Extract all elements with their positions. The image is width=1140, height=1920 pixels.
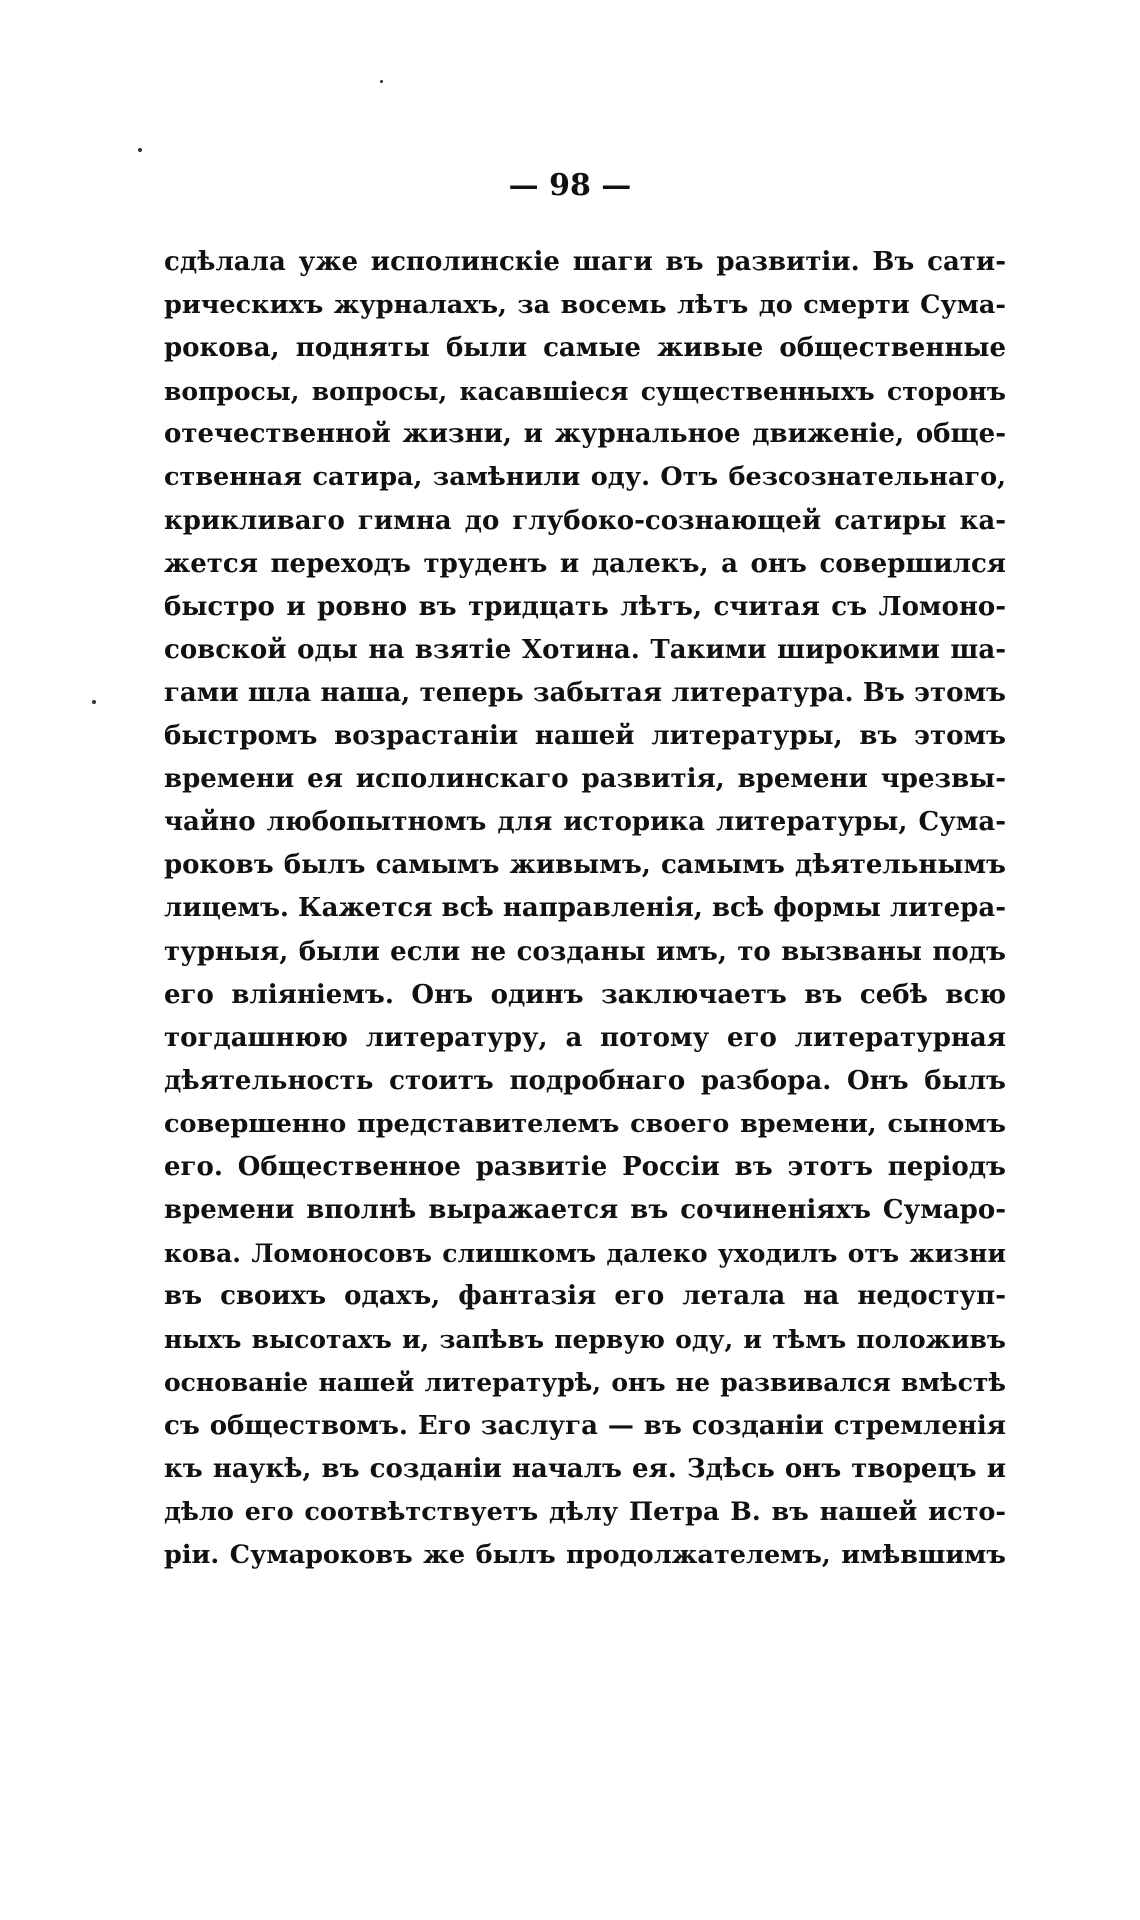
text-line: времени вполнѣ выражается въ сочиненіяхъ Сумаро-: [164, 1195, 1006, 1226]
text-line: ріи. Сумароковъ же былъ продолжателемъ, имѣвшимъ: [164, 1539, 1006, 1570]
text-line: сдѣлала уже исполинскіе шаги въ развитіи. Въ сати-: [164, 247, 1006, 277]
text-line: ственная сатира, замѣнили оду. Отъ безсознательнаго,: [164, 462, 1006, 493]
page-number: — 98 —: [508, 168, 632, 203]
text-line: основаніе нашей литературѣ, онъ не развивался вмѣстѣ: [164, 1368, 1006, 1398]
text-line: гами шла наша, теперь забытая литература. Въ этомъ: [164, 677, 1006, 708]
text-line: роковъ былъ самымъ живымъ, самымъ дѣятельнымъ: [164, 850, 1006, 881]
text-line: въ своихъ одахъ, фантазія его летала на недоступ-: [164, 1281, 1006, 1312]
print-speck: [92, 700, 96, 704]
text-line: жется переходъ труденъ и далекъ, а онъ совершился: [164, 548, 1006, 579]
text-line: вопросы, вопросы, касавшіеся существенныхъ сторонъ: [164, 377, 1006, 407]
text-line: быстро и ровно въ тридцать лѣтъ, считая съ Ломоно-: [164, 591, 1006, 622]
text-line: лицемъ. Кажется всѣ направленія, всѣ формы литера-: [164, 893, 1006, 924]
text-line: крикливаго гимна до глубоко-сознающей сатиры ка-: [164, 505, 1006, 536]
text-line: его. Общественное развитіе Россіи въ этотъ періодъ: [164, 1151, 1006, 1182]
text-line: чайно любопытномъ для историка литературы, Сума-: [164, 807, 1006, 838]
text-line: кова. Ломоносовъ слишкомъ далеко уходилъ отъ жизни: [164, 1239, 1006, 1269]
text-line: быстромъ возрастаніи нашей литературы, въ этомъ: [164, 721, 1006, 752]
text-line: къ наукѣ, въ созданіи началъ ея. Здѣсь онъ творецъ и: [164, 1453, 1006, 1484]
page-text: [164, 241, 1006, 1577]
text-line: отечественной жизни, и журнальное движеніе, обще-: [164, 419, 1006, 450]
text-line: его вліяніемъ. Онъ одинъ заключаетъ въ себѣ всю: [164, 979, 1006, 1010]
text-line: ныхъ высотахъ и, запѣвъ первую оду, и тѣмъ положивъ: [164, 1325, 1006, 1355]
text-line: времени ея исполинскаго развитія, времени чрезвы-: [164, 764, 1006, 795]
text-line: дѣло его соотвѣтствуетъ дѣлу Петра В. въ нашей исто-: [164, 1496, 1006, 1527]
text-line: съ обществомъ. Его заслуга — въ созданіи стремленія: [164, 1410, 1006, 1441]
text-line: тогдашнюю литературу, а потому его литературная: [164, 1022, 1006, 1053]
text-line: рокова, подняты были самые живые общественные: [164, 333, 1006, 364]
text-line: совской оды на взятіе Хотина. Такими широкими ша-: [164, 634, 1006, 665]
text-line: дѣятельность стоитъ подробнаго разбора. Онъ былъ: [164, 1065, 1006, 1096]
text-line: турныя, были если не созданы имъ, то вызваны подъ: [164, 936, 1006, 967]
print-speck: [138, 148, 142, 152]
print-speck: [380, 80, 383, 83]
text-line: совершенно представителемъ своего времени, сыномъ: [164, 1108, 1006, 1139]
text-line: рическихъ журналахъ, за восемь лѣтъ до смерти Сума-: [164, 290, 1006, 321]
